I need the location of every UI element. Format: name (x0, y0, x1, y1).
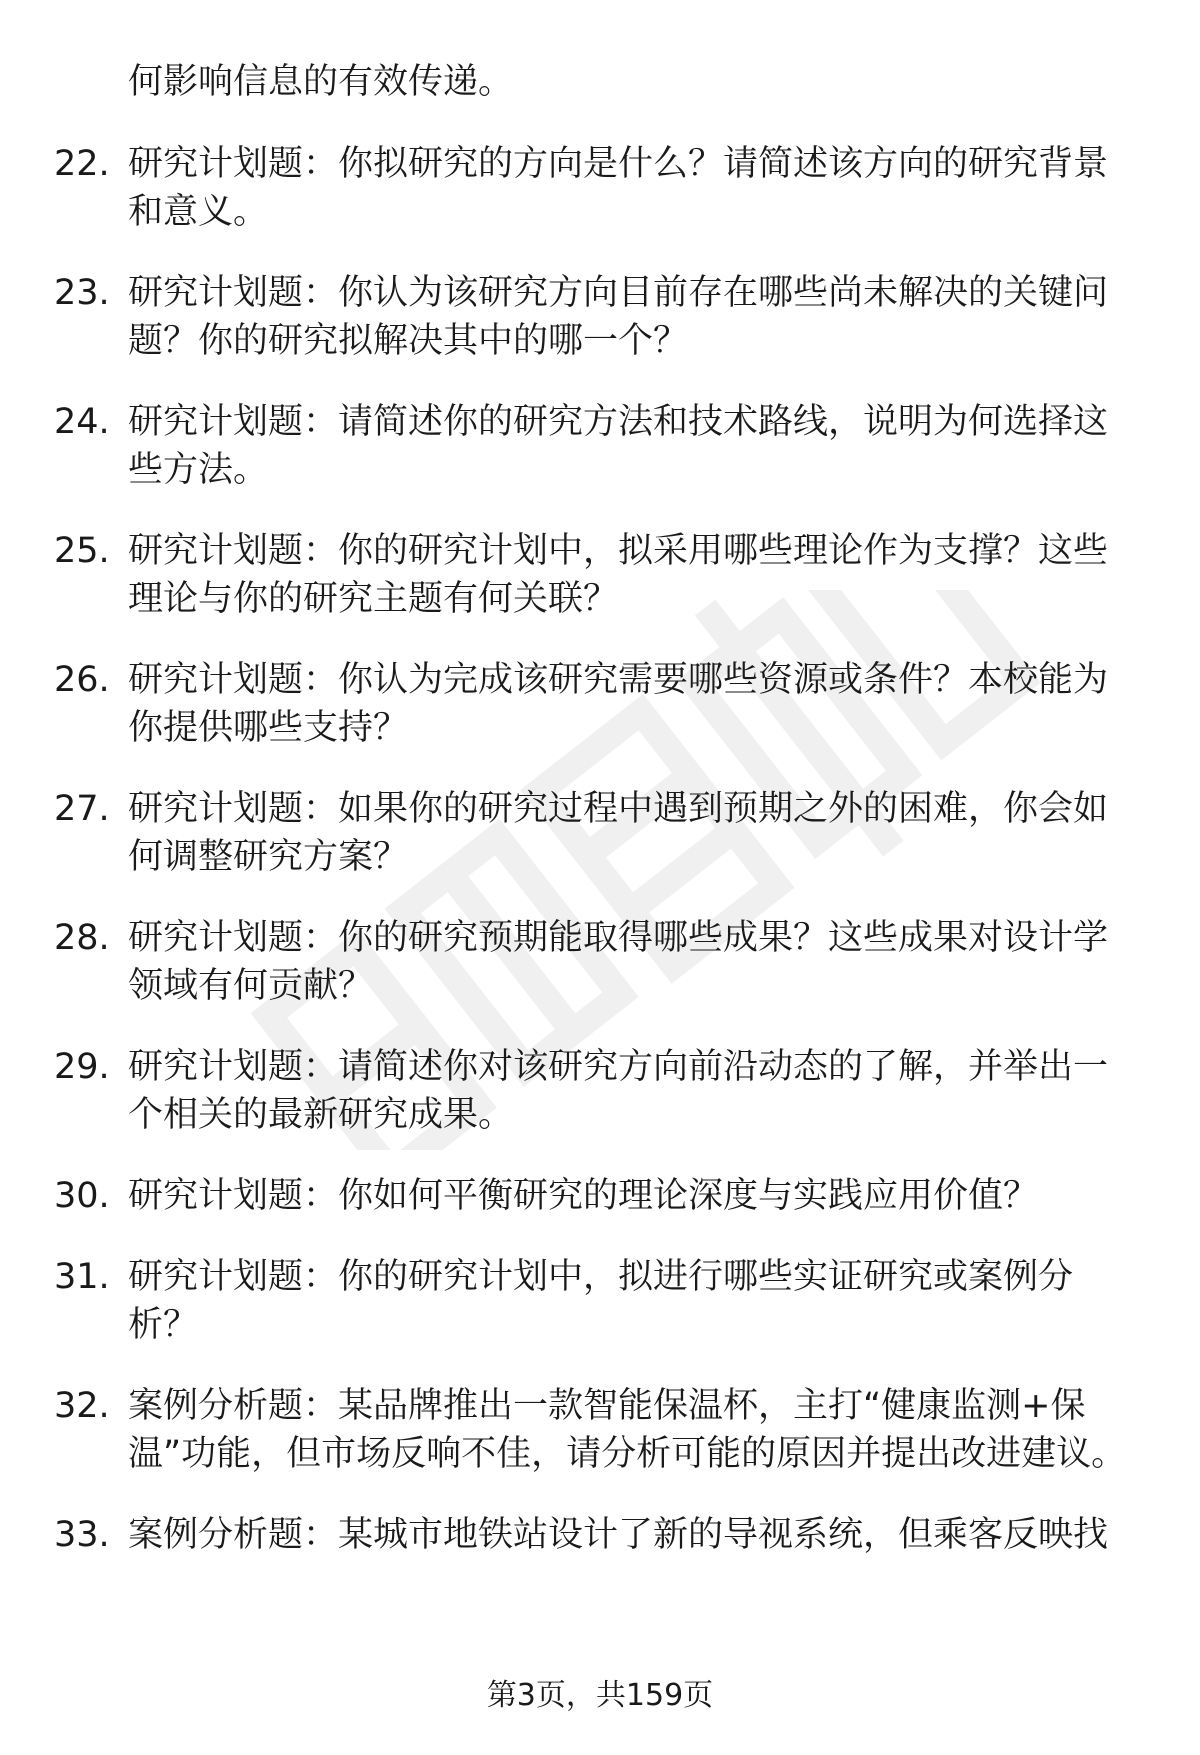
list-item (0, 785, 1200, 881)
list-item (0, 1043, 1200, 1139)
question-number: 33. (54, 1515, 110, 1555)
continuation-text: 何影响信息的有效传递。 (128, 62, 514, 102)
page-footer: 第3页，共159页 (486, 1678, 714, 1713)
question-number: 30. (54, 1176, 110, 1216)
list-item (0, 1253, 1200, 1349)
list-item (0, 656, 1200, 752)
question-text: 案例分析题：某城市地铁站设计了新的导视系统，但乘客反映找 (128, 1515, 1109, 1555)
question-number: 32. (54, 1386, 110, 1426)
list-item (0, 398, 1200, 494)
question-number: 23. (54, 273, 110, 313)
question-text: 研究计划题：如果你的研究过程中遇到预期之外的困难，你会如何调整研究方案？ (128, 789, 1109, 877)
question-text: 研究计划题：你的研究预期能取得哪些成果？这些成果对设计学领域有何贡献？ (128, 918, 1109, 1006)
question-text: 研究计划题：你拟研究的方向是什么？请简述该方向的研究背景和意义。 (128, 144, 1109, 232)
question-text: 研究计划题：你认为完成该研究需要哪些资源或条件？本校能为你提供哪些支持？ (128, 660, 1109, 748)
question-text: 研究计划题：请简述你的研究方法和技术路线，说明为何选择这些方法。 (128, 402, 1109, 490)
list-item (0, 914, 1200, 1010)
question-number: 31. (54, 1257, 110, 1297)
list-item (0, 1382, 1200, 1478)
list-item (0, 1172, 1200, 1220)
question-number: 27. (54, 789, 110, 829)
question-list (0, 140, 1200, 1592)
question-number: 29. (54, 1047, 110, 1087)
question-text: 研究计划题：你如何平衡研究的理论深度与实践应用价值？ (128, 1176, 1039, 1216)
question-number: 25. (54, 531, 110, 571)
question-text: 研究计划题：你的研究计划中，拟进行哪些实证研究或案例分析？ (128, 1257, 1074, 1345)
list-item (0, 527, 1200, 623)
question-text: 研究计划题：你认为该研究方向目前存在哪些尚未解决的关键问题？你的研究拟解决其中的哪一个？ (128, 273, 1109, 361)
list-item (0, 269, 1200, 365)
question-number: 22. (54, 144, 110, 184)
question-number: 24. (54, 402, 110, 442)
question-text: 研究计划题：请简述你对该研究方向前沿动态的了解，并举出一个相关的最新研究成果。 (128, 1047, 1109, 1135)
question-text: 案例分析题：某品牌推出一款智能保温杯，主打“健康监测+保温”功能，但市场反响不佳，请分析可能的原因并提出改进建议。 (128, 1386, 1127, 1474)
list-item (0, 1511, 1200, 1559)
list-item (0, 140, 1200, 236)
question-number: 26. (54, 660, 110, 700)
question-number: 28. (54, 918, 110, 958)
question-text: 研究计划题：你的研究计划中，拟采用哪些理论作为支撑？这些理论与你的研究主题有何关联？ (128, 531, 1109, 619)
